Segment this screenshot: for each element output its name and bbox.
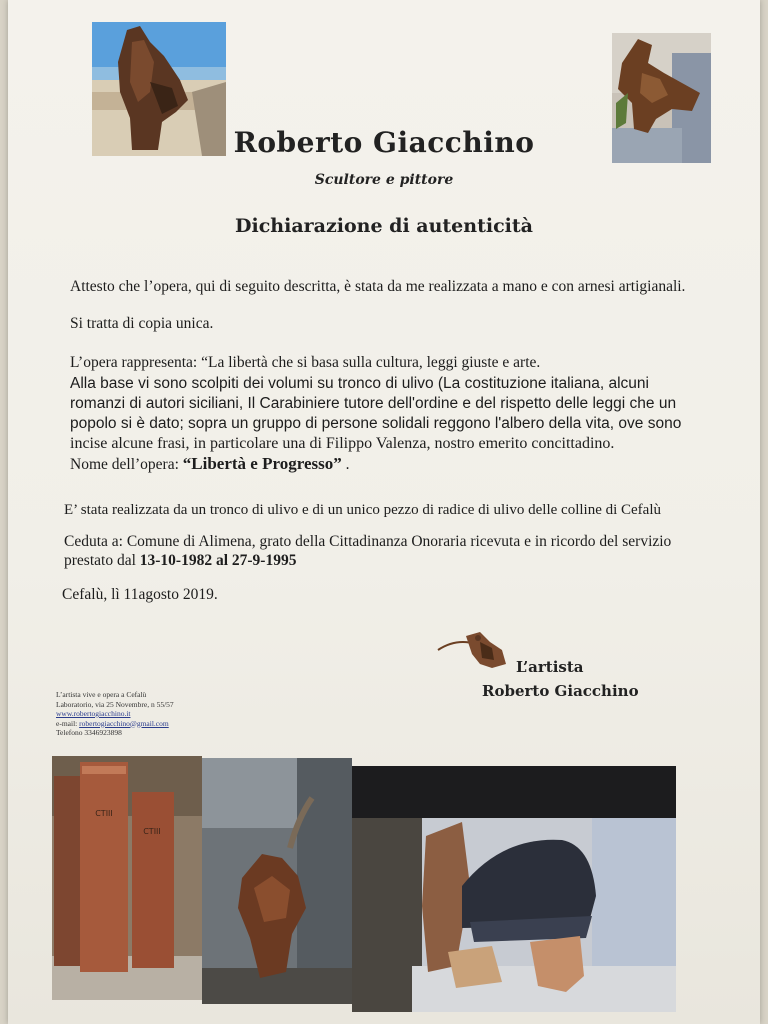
document-title: Dichiarazione di autenticità bbox=[235, 215, 533, 237]
service-prefix: prestato dal bbox=[64, 552, 136, 569]
contact-address: Laboratorio, via 25 Novembre, n 55/57 bbox=[56, 699, 174, 709]
photo-carabiniere-hat bbox=[352, 766, 676, 1012]
artist-subtitle: Scultore e pittore bbox=[314, 172, 454, 188]
signature-label: L’artista bbox=[516, 658, 584, 676]
paragraph-description-line: romanzi di autori siciliani, Il Carabiniere tutore dell'ordine e del rispetto delle leggi che un bbox=[70, 395, 677, 412]
photo-sculpture-column bbox=[202, 758, 352, 1004]
paragraph-transfer: Ceduta a: Comune di Alimena, grato della Cittadinanza Onoraria ricevuta e in ricordo del servizio bbox=[64, 533, 672, 550]
svg-text:CTIII: CTIII bbox=[143, 827, 161, 836]
paragraph-description-line: incise alcune frasi, in particolare una di Filippo Valenza, nostro emerito concittadino. bbox=[70, 435, 615, 452]
work-name-period: . bbox=[345, 456, 350, 473]
photo-carved-books bbox=[52, 756, 202, 1000]
email-link[interactable]: robertogiacchino@gmail.com bbox=[79, 718, 169, 728]
work-name-title: “Libertà e Progresso” bbox=[182, 454, 342, 473]
paragraph-service-period bbox=[64, 551, 296, 571]
contact-phone: Telefono 3346923898 bbox=[56, 728, 122, 737]
work-name-label: Nome dell’opera: bbox=[70, 456, 179, 473]
website-link[interactable]: www.robertogiacchino.it bbox=[56, 709, 131, 718]
signature-name: Roberto Giacchino bbox=[482, 682, 639, 700]
svg-text:CTIII: CTIII bbox=[95, 809, 113, 818]
paragraph-unique-copy: Si tratta di copia unica. bbox=[70, 315, 214, 332]
date-place: Cefalù, lì 11agosto 2019. bbox=[62, 586, 218, 603]
paragraph-description-line: Alla base vi sono scolpiti dei volumi su tronco di ulivo (La costituzione italiana, alcuni bbox=[70, 375, 649, 392]
artist-name-heading: Roberto Giacchino bbox=[233, 126, 535, 159]
signature-logo bbox=[436, 628, 512, 672]
paragraph-material: E’ stata realizzata da un tronco di ulivo e di un unico pezzo di radice di ulivo delle colline di Cefalù bbox=[64, 502, 662, 518]
paragraph-attestation: Attesto che l’opera, qui di seguito descritta, è stata da me realizzata a mano e con arnesi artigianali. bbox=[70, 278, 686, 295]
email-label: e-mail: bbox=[56, 718, 78, 728]
paragraph-description-line: popolo si è dato; sopra un gruppo di persone solidali reggono l'albero della vita, ove sono bbox=[70, 415, 682, 432]
work-name-line bbox=[70, 454, 349, 475]
paragraph-description-lead: L’opera rappresenta: “La libertà che si basa sulla cultura, leggi giuste e arte. bbox=[70, 354, 541, 371]
contact-line: L’artista vive e opera a Cefalù bbox=[56, 690, 147, 699]
service-dates: 13-10-1982 al 27-9-1995 bbox=[139, 552, 297, 569]
contact-block bbox=[56, 690, 174, 738]
